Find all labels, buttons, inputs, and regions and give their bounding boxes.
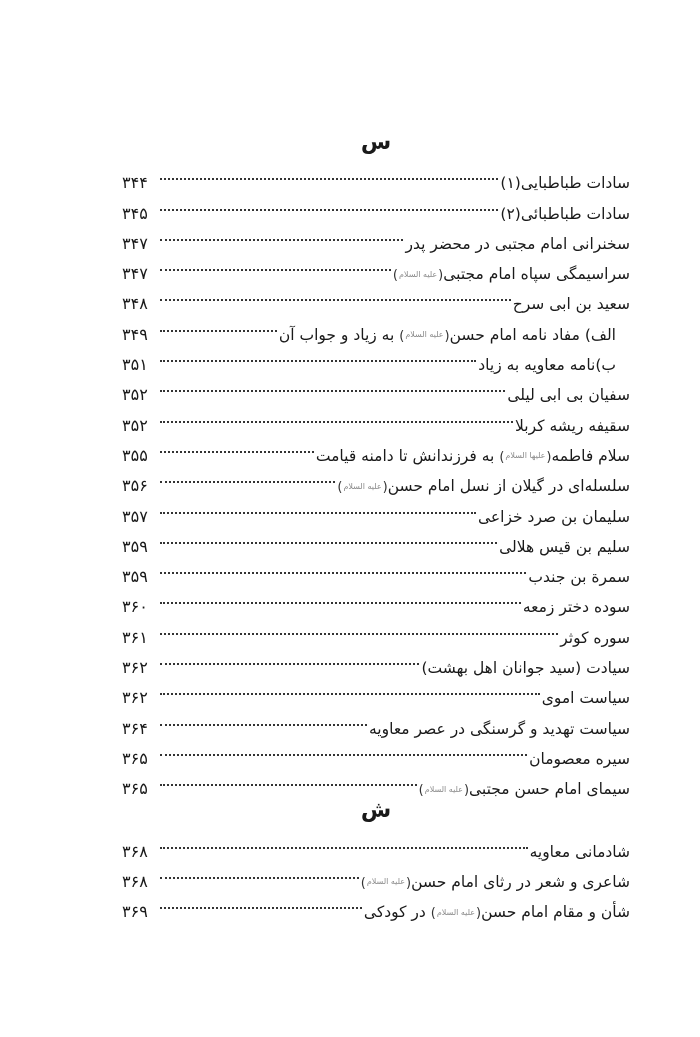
toc-entry-title: [364, 897, 630, 929]
entry-title-continuation: به فرزندانش تا دامنه قیامت: [315, 446, 495, 465]
dot-leader: [160, 703, 369, 733]
toc-entry-title: [500, 199, 630, 229]
page-number: ۳۶۴: [122, 718, 148, 738]
entry-title-text: سخنرانی امام مجتبی در محضر پدر: [405, 234, 630, 253]
toc-entry-title: [500, 168, 630, 198]
entry-title-text: ب)نامه معاویه به زیاد: [478, 356, 616, 375]
dot-leader: [160, 522, 499, 552]
page-number: ۳۴۷: [122, 264, 148, 284]
entry-title-continuation: در کودکی: [363, 903, 426, 922]
entry-title-text: سیره معصومان: [529, 749, 630, 768]
toc-entry-title: [507, 380, 630, 410]
toc-entry-title: [405, 229, 630, 259]
entry-title-text: سادات طباطبایی(۱): [500, 174, 630, 193]
entry-title-text: سقیفه ریشه کربلا: [515, 416, 630, 435]
dot-leader: [160, 734, 529, 764]
page-number: ۳۴۵: [122, 203, 148, 223]
dot-leader: [160, 340, 478, 370]
dot-leader: [160, 673, 542, 703]
page-number: ۳۴۸: [122, 294, 148, 314]
honorific-wrapper: (علیه السلام): [337, 480, 388, 496]
page-number: ۳۶۹: [122, 902, 148, 922]
dot-leader: [160, 826, 530, 856]
dot-leader: [160, 857, 361, 887]
entry-title-text: سوده دختر زمعه: [522, 598, 630, 617]
dot-leader: [160, 158, 500, 188]
entry-title-text: سفیان بی ابی لیلی: [507, 386, 630, 405]
section-heading: ش: [360, 798, 392, 824]
page-number: ۳۵۱: [122, 355, 148, 375]
honorific-ligature-icon: علیه السلام: [343, 481, 382, 491]
page-number: ۳۶۵: [122, 779, 148, 799]
dot-leader: [160, 582, 523, 612]
entry-title-text: سیاست اموی: [541, 689, 630, 708]
honorific-wrapper: (علیه السلام): [360, 875, 412, 891]
entry-title-text: سلام فاطمه: [551, 446, 630, 465]
honorific-ligature-icon: علیها السلام: [505, 451, 546, 461]
dot-leader: [160, 279, 513, 309]
page-number: ۳۶۱: [122, 627, 148, 647]
toc-entry-title: [419, 774, 630, 806]
toc-entry[interactable]: [122, 612, 630, 647]
toc-entry-title: [528, 562, 630, 592]
dot-leader: [160, 188, 500, 218]
dot-leader: [160, 370, 507, 400]
toc-entry-title: [361, 867, 630, 899]
toc-entry-title: [316, 441, 630, 473]
honorific-ligature-icon: علیه السلام: [424, 784, 463, 794]
page-number: ۳۵۹: [122, 567, 148, 587]
page-number: ۳۶۲: [122, 658, 148, 678]
entry-title-text: شادمانی معاویه: [529, 842, 630, 861]
dot-leader: [160, 249, 393, 279]
page-number: ۳۴۴: [122, 173, 148, 193]
honorific-wrapper: (علیه السلام): [430, 906, 482, 922]
honorific-wrapper: (علیه السلام): [399, 328, 450, 344]
toc-entry-title: [515, 411, 630, 441]
entry-title-text: شاعری و شعر در رثای امام حسن: [411, 872, 630, 891]
dot-leader: [160, 400, 515, 430]
dot-leader: [160, 219, 405, 249]
honorific-ligature-icon: علیه السلام: [398, 269, 438, 279]
entry-title-text: شأن و مقام امام حسن: [481, 903, 630, 922]
page-number: ۳۵۹: [122, 536, 148, 556]
entry-title-text: الف) مفاد نامه امام حسن: [449, 325, 616, 344]
page-number: ۳۶۸: [122, 841, 148, 861]
page-number: ۳۵۵: [122, 445, 148, 465]
page-number: ۳۴۷: [122, 233, 148, 253]
entry-title-text: سوره کوثر: [560, 628, 630, 647]
entry-title-text: سیادت (سید جوانان اهل بهشت): [421, 659, 630, 678]
toc-entry[interactable]: [122, 826, 630, 861]
page-number: ۳۵۷: [122, 506, 148, 526]
honorific-wrapper: (علیها السلام): [499, 449, 552, 465]
honorific-ligature-icon: علیه السلام: [366, 877, 406, 887]
page-number: ۳۶۸: [122, 871, 148, 891]
dot-leader: [160, 491, 478, 521]
entry-title-text: سعید بن ابی سرح: [512, 295, 630, 314]
entry-title-text: سلسله‌ای در گیلان از نسل امام حسن: [387, 477, 630, 496]
toc-entry[interactable]: [122, 643, 630, 678]
page-number: ۳۵۲: [122, 385, 148, 405]
honorific-ligature-icon: علیه السلام: [436, 907, 476, 917]
dot-leader: [160, 612, 560, 642]
page-number: ۳۵۲: [122, 415, 148, 435]
section-heading: س: [360, 130, 392, 155]
toc-entry[interactable]: [122, 158, 630, 193]
entry-title-text: سراسیمگی سپاه امام مجتبی: [443, 265, 630, 284]
page-number: ۳۶۰: [122, 597, 148, 617]
toc-entry-title: [513, 289, 630, 319]
toc-entry-title: [542, 683, 630, 713]
dot-leader: [160, 461, 337, 491]
dot-leader: [160, 309, 279, 339]
entry-title-text: سیمای امام حسن مجتبی: [469, 780, 630, 799]
dot-leader: [160, 552, 528, 582]
entry-title-text: سلیم بن قیس هلالی: [499, 537, 630, 556]
entry-title-continuation: به زیاد و جواب آن: [278, 325, 395, 344]
honorific-wrapper: (علیه السلام): [418, 783, 470, 799]
toc-entry-title: [529, 744, 630, 774]
table-of-contents: [122, 128, 630, 922]
page-number: ۳۶۲: [122, 688, 148, 708]
entry-title-text: سادات طباطبائی(۲): [500, 204, 630, 223]
dot-leader: [160, 887, 364, 917]
toc-entry-title: [530, 837, 630, 867]
page-number: ۳۵۶: [122, 476, 148, 496]
honorific-ligature-icon: علیه السلام: [405, 330, 444, 340]
dot-leader: [160, 643, 421, 673]
honorific-wrapper: (علیه السلام): [392, 268, 444, 284]
page-number: ۳۶۵: [122, 748, 148, 768]
dot-leader: [160, 431, 316, 461]
page-number: ۳۴۹: [122, 324, 148, 344]
entry-title-text: سمرة بن جندب: [528, 568, 630, 587]
entry-title-text: سیاست تهدید و گرسنگی در عصر معاویه: [368, 719, 630, 738]
toc-entry-title: [560, 623, 630, 653]
dot-leader: [160, 764, 419, 794]
entry-title-text: سلیمان بن صرد خزاعی: [478, 507, 630, 526]
toc-entry-title: [478, 502, 630, 532]
